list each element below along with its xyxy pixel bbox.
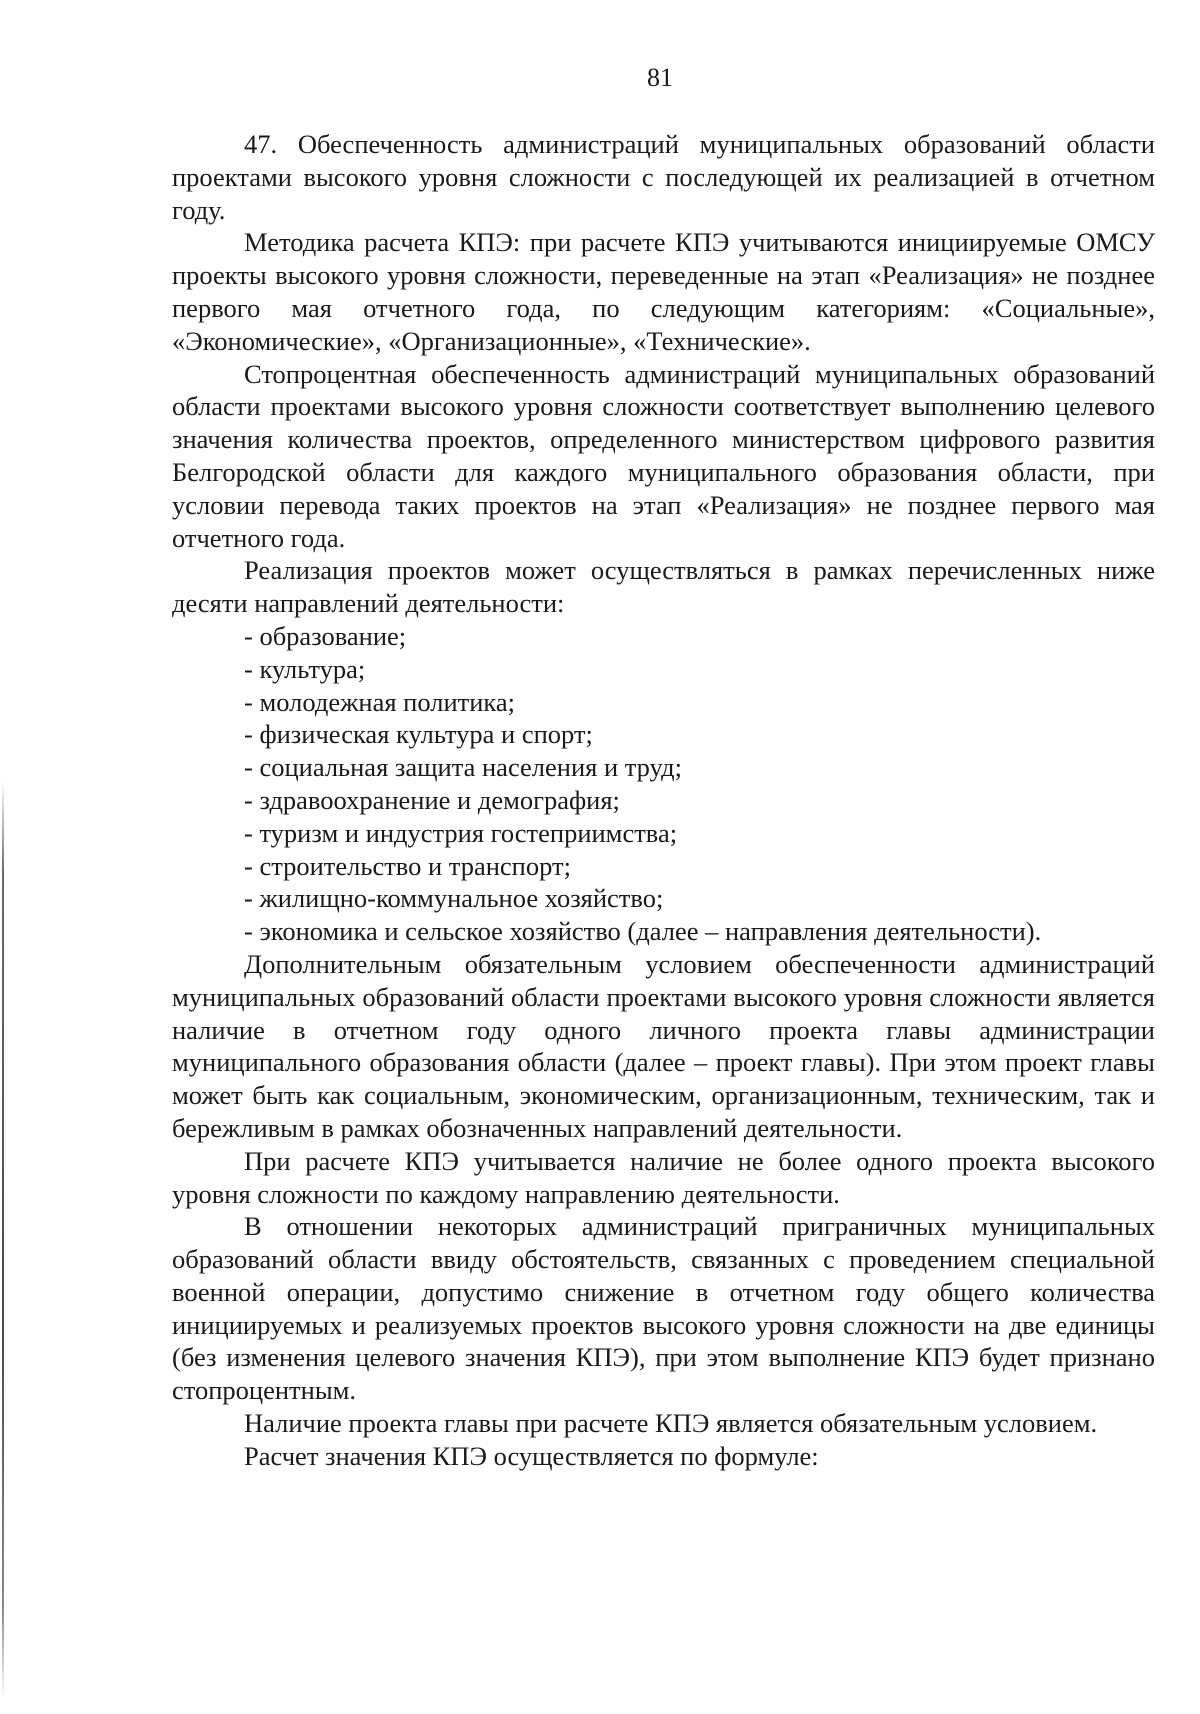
list-item: - здравоохранение и демография; <box>244 784 620 815</box>
list-item: - молодежная политика; <box>244 686 515 717</box>
scan-edge-shadow <box>2 780 4 1700</box>
directions-list <box>172 620 1155 948</box>
paragraph-full-coverage: Стопроцентная обеспеченность администраций муниципальных образований области проектами высокого уровня сложности соответствует выполнению целевого значения количества проектов, определенного министерством цифрового развития Белгородской области для каждого муниципального образования области, при условии перевода таких проектов на этап «Реализация» не позднее первого мая отчетного года. <box>172 358 1155 553</box>
paragraph-directions-intro: Реализация проектов может осуществляться в рамках перечисленных ниже десяти направлений деятельности: <box>172 555 1155 619</box>
document-body <box>172 128 1155 1473</box>
page-number: 81 <box>647 63 673 92</box>
list-item: - образование; <box>244 620 407 651</box>
list-item: - туризм и индустрия гостеприимства; <box>244 817 678 848</box>
list-item: - строительство и транспорт; <box>244 850 571 881</box>
paragraph-one-per-direction: При расчете КПЭ учитывается наличие не более одного проекта высокого уровня сложности по каждому направлению деятельности. <box>172 1145 1155 1209</box>
list-item: - социальная защита населения и труд; <box>244 752 682 783</box>
paragraph-kpi-title: 47. Обеспеченность администраций муниципальных образований области проектами высокого уровня сложности с последующей их реализацией в отчетном году. <box>172 129 1155 225</box>
paragraph-head-project: Дополнительным обязательным условием обеспеченности администраций муниципальных образований области проектами высокого уровня сложности является наличие в отчетном году одного личного проекта главы администрации муниципального образования области (далее – проект главы). При этом проект главы может быть как социальным, экономическим, организационным, техническим, так и бережливым в рамках обозначенных направлений деятельности. <box>172 948 1155 1143</box>
paragraph-mandatory-condition: Наличие проекта главы при расчете КПЭ является обязательным условием. <box>244 1408 1098 1439</box>
list-item: - жилищно-коммунальное хозяйство; <box>244 883 664 914</box>
paragraph-border-exception: В отношении некоторых администраций приграничных муниципальных образований области ввиду обстоятельств, связанных с проведением специальной военной операции, допустимо снижение в отчетном году общего количества инициируемых и реализуемых проектов высокого уровня сложности на две единицы (без изменения целевого значения КПЭ), при этом выполнение КПЭ будет признано стопроцентным. <box>172 1211 1155 1406</box>
list-item: - экономика и сельское хозяйство (далее – направления деятельности). <box>244 916 1042 947</box>
list-item: - физическая культура и спорт; <box>244 719 593 750</box>
list-item: - культура; <box>244 653 366 684</box>
paragraph-formula-intro: Расчет значения КПЭ осуществляется по формуле: <box>244 1440 819 1471</box>
paragraph-method: Методика расчета КПЭ: при расчете КПЭ учитываются инициируемые ОМСУ проекты высокого уровня сложности, переведенные на этап «Реализация» не позднее первого мая отчетного года, по следующим категориям: «Социальные», «Экономические», «Организационные», «Технические». <box>172 227 1155 356</box>
